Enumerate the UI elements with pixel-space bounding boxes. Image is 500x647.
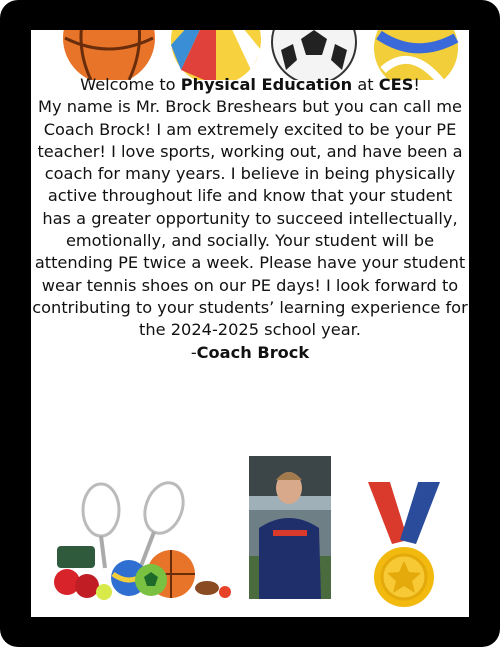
soccer-ball-icon [135,564,167,596]
coach-photo [249,456,331,599]
soccer-ball-icon [272,30,356,80]
signature: -Coach Brock [190,342,310,362]
gold-medal [364,482,444,609]
boxing-glove-icon [75,574,99,598]
sports-balls-banner [31,30,469,80]
beach-ball-icon [171,30,261,80]
cap-icon [57,546,95,568]
basketball-icon [63,30,155,80]
welcome-line: Welcome to Physical Education at CES! [80,75,420,94]
flyer-page [31,30,469,617]
tennis-ball-icon [96,584,112,600]
football-icon [195,581,219,595]
welcome-letter [31,74,469,364]
sports-equipment-pile [39,478,239,603]
volleyball-icon [374,30,458,80]
ball-icon [219,586,231,598]
letter-body: My name is Mr. Brock Breshears but you can call me Coach Brock! I am extremely excited to be your PE teacher! I love sports, working out, and have been a coach for many years. I believe in being physically active throughout life and know that your student has a greater opportunity to succeed intellectually, emotionally, and socially. Your student will be attending PE twice a week. Please have your student wear tennis shoes on our PE days! I look forward to contributing to your students’ learning experience for the 2024-2025 school year. [32,97,468,340]
